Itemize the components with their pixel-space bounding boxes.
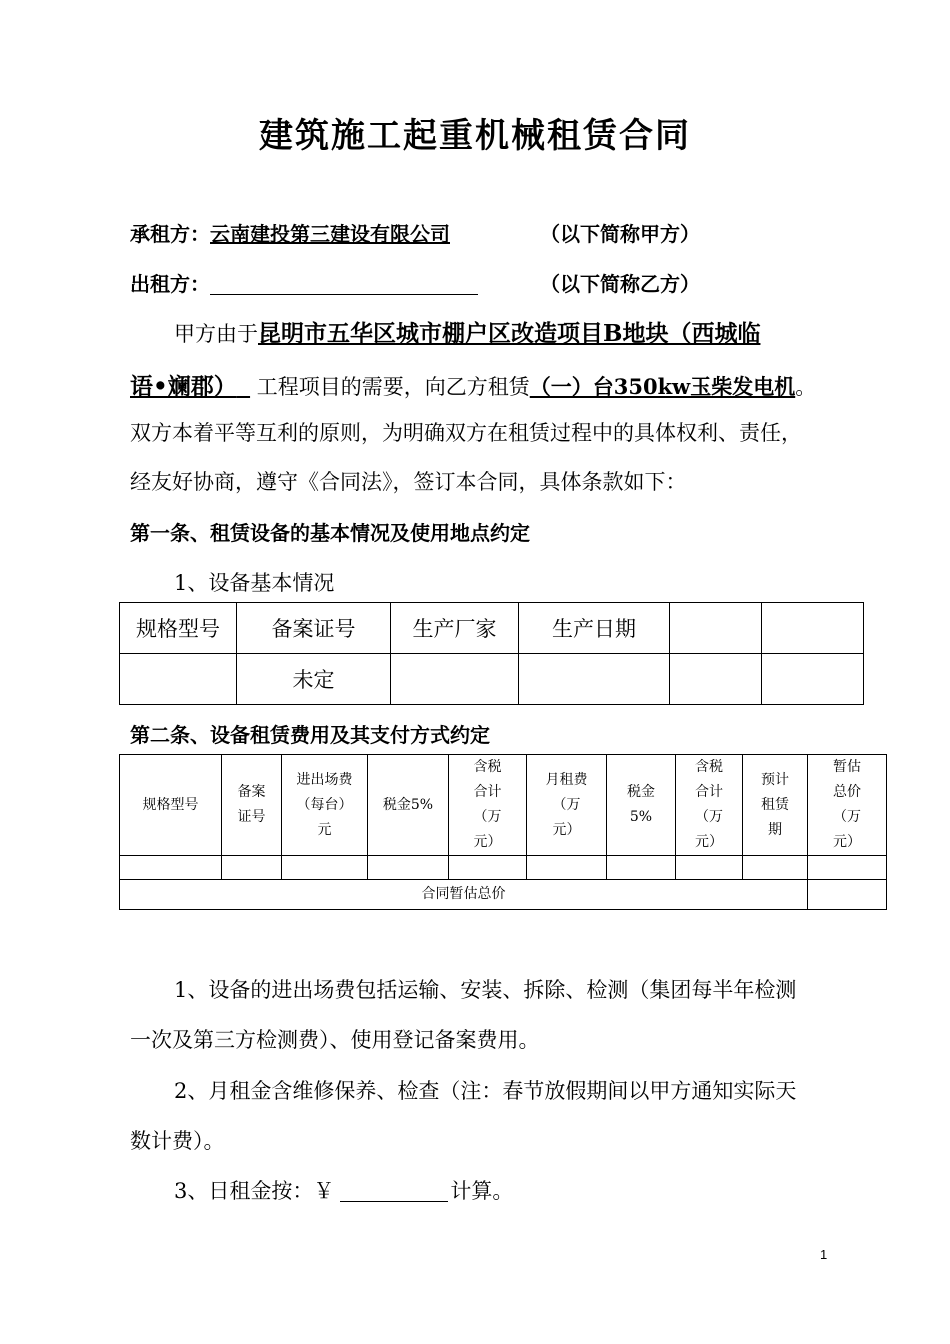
- cell: [762, 654, 864, 705]
- header-cell: [670, 603, 762, 654]
- article-1-heading: 第一条、租赁设备的基本情况及使用地点约定: [130, 521, 530, 545]
- note-3: [174, 1175, 513, 1205]
- table-row: [120, 603, 864, 654]
- lessor-label: 出租方：: [130, 272, 210, 296]
- header-cell: 税金 5%: [607, 755, 676, 856]
- header-cell: 预计 租赁 期: [743, 755, 808, 856]
- intro-line-1: [174, 315, 760, 348]
- daily-rent-blank: [340, 1181, 448, 1202]
- header-cell: 生产厂家: [391, 603, 519, 654]
- lessor-line: [130, 268, 478, 297]
- cell: [391, 654, 519, 705]
- cell: [676, 856, 743, 880]
- header-cell: 暂估 总价 （万 元）: [808, 755, 887, 856]
- article-2-heading: 第二条、设备租赁费用及其支付方式约定: [130, 723, 490, 747]
- intro-text-2: 工程项目的需要，向乙方租赁: [256, 375, 530, 399]
- cell: 未定: [237, 654, 391, 705]
- cell: [670, 654, 762, 705]
- note-1-line-2: 一次及第三方检测费）、使用登记备案费用。: [130, 1028, 540, 1052]
- cell: [120, 654, 237, 705]
- note-2-line-2: 数计费）。: [130, 1129, 225, 1153]
- article-1-sub: 1、设备基本情况: [174, 571, 335, 595]
- header-cell: 含税 合计 （万 元）: [676, 755, 743, 856]
- cell: [808, 856, 887, 880]
- cell: [282, 856, 368, 880]
- equipment-info-table: [119, 602, 864, 705]
- cell: [527, 856, 607, 880]
- intro-line-4: 经友好协商，遵守《合同法》，签订本合同，具体条款如下：: [130, 470, 687, 494]
- table-row: [120, 755, 887, 856]
- lessee-name: 云南建投第三建设有限公司: [210, 222, 450, 246]
- table-row: [120, 654, 864, 705]
- total-value-cell: [808, 880, 887, 910]
- contract-title: 建筑施工起重机械租赁合同: [259, 116, 691, 156]
- table-row: [120, 880, 887, 910]
- header-cell: 税金5%: [368, 755, 449, 856]
- note-3-suffix: 计算。: [450, 1179, 514, 1203]
- equipment-name: （一）台350kw玉柴发电机: [529, 374, 796, 399]
- lessor-name-blank: [210, 274, 478, 295]
- header-cell: 生产日期: [519, 603, 670, 654]
- lessor-abbr: （以下简称乙方）: [540, 272, 700, 296]
- table-row: [120, 856, 887, 880]
- intro-text-1: 甲方由于: [174, 322, 258, 346]
- cell: [368, 856, 449, 880]
- header-cell: 进出场费 （每台） 元: [282, 755, 368, 856]
- header-cell: 规格型号: [120, 603, 237, 654]
- header-cell: 含税 合计 （万 元）: [449, 755, 527, 856]
- note-2-line-1: 2、月租金含维修保养、检查（注：春节放假期间以甲方通知实际天: [174, 1079, 797, 1103]
- page-number: 1: [820, 1247, 828, 1262]
- cell: [222, 856, 282, 880]
- cell: [743, 856, 808, 880]
- cell: [519, 654, 670, 705]
- lessee-abbr: （以下简称甲方）: [540, 222, 700, 246]
- header-cell: [762, 603, 864, 654]
- lessee-label: 承租方：: [130, 222, 210, 246]
- intro-text-3: 。: [795, 375, 817, 399]
- note-3-prefix: 3、日租金按：￥: [174, 1179, 335, 1203]
- header-cell: 规格型号: [120, 755, 222, 856]
- intro-line-2: [130, 368, 816, 401]
- lessee-line: [130, 218, 450, 247]
- project-name: 昆明市五华区城市棚户区改造项目B地块（西城临: [258, 320, 761, 347]
- note-1-line-1: 1、设备的进出场费包括运输、安装、拆除、检测（集团每半年检测: [174, 978, 797, 1002]
- header-cell: 月租费 （万 元）: [527, 755, 607, 856]
- rental-fee-table: [119, 754, 887, 910]
- total-label-cell: 合同暂估总价: [120, 880, 808, 910]
- header-cell: 备案证号: [237, 603, 391, 654]
- cell: [120, 856, 222, 880]
- intro-line-3: 双方本着平等互利的原则，为明确双方在租赁过程中的具体权利、责任，: [130, 421, 802, 445]
- header-cell: 备案 证号: [222, 755, 282, 856]
- cell: [449, 856, 527, 880]
- cell: [607, 856, 676, 880]
- project-name-cont: 语•斓郡）: [130, 373, 237, 400]
